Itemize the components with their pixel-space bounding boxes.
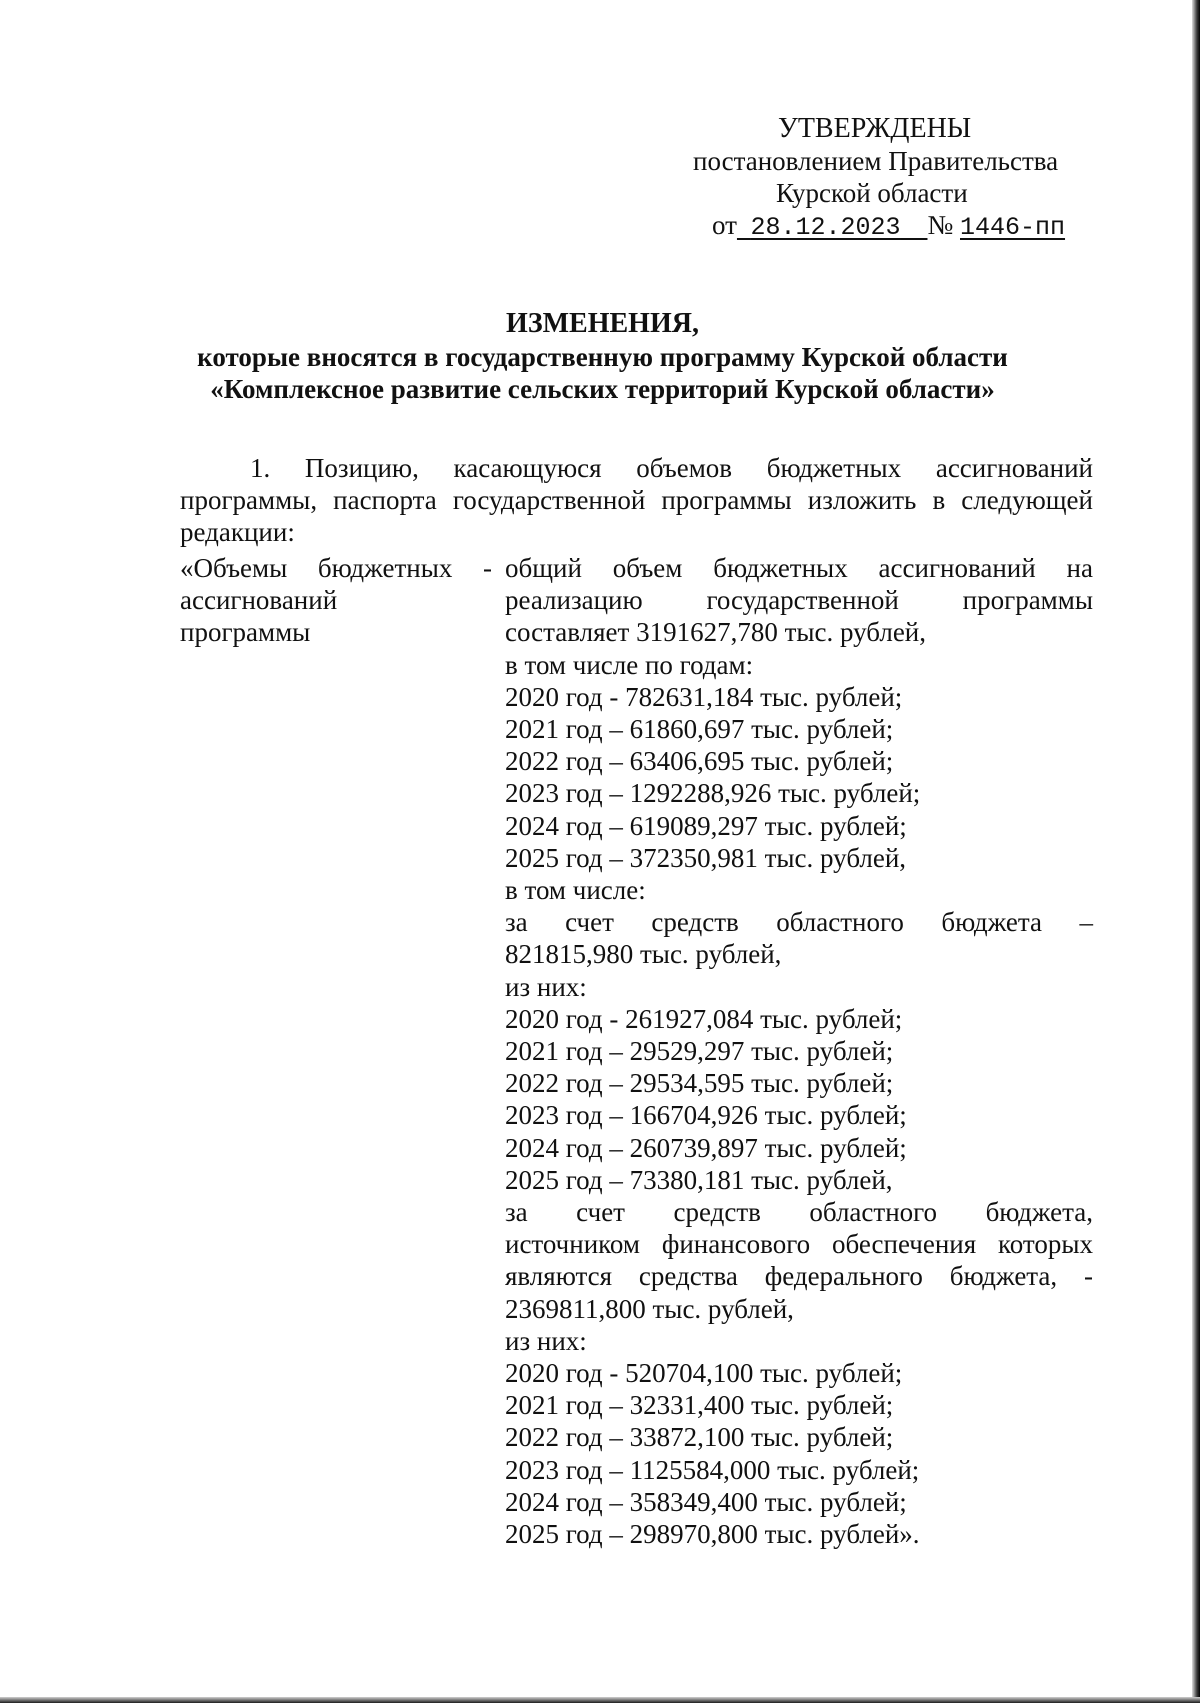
value-text: за счет средств областного бюджета, xyxy=(505,1197,1093,1228)
value-line xyxy=(505,1196,1093,1228)
value-text: реализацию государственной программы xyxy=(505,585,1093,616)
title-heading: ИЗМЕНЕНИЯ, xyxy=(506,308,699,339)
label-word-2: бюджетных xyxy=(317,553,453,583)
date-underline-lead xyxy=(737,209,751,241)
value-text: общий объем бюджетных ассигнований на xyxy=(505,553,1093,583)
value-line: 2022 год – 33872,100 тыс. рублей; xyxy=(505,1422,894,1453)
value-line: 2023 год – 1125584,000 тыс. рублей; xyxy=(505,1454,920,1485)
value-line: 2020 год - 261927,084 тыс. рублей; xyxy=(505,1003,903,1034)
passport-label xyxy=(180,552,492,649)
value-line: в том числе по годам: xyxy=(505,649,754,680)
value-line: 2023 год – 1292288,926 тыс. рублей; xyxy=(505,778,921,809)
value-line: 2022 год – 63406,695 тыс. рублей; xyxy=(505,746,894,777)
value-line: в том числе: xyxy=(505,875,646,906)
value-line: 2024 год – 619089,297 тыс. рублей; xyxy=(505,810,907,841)
value-line: 2021 год – 29529,297 тыс. рублей; xyxy=(505,1036,894,1067)
approved-by-line: постановлением Правительства xyxy=(693,146,1059,176)
label-line-2: ассигнований xyxy=(180,585,338,616)
value-line: 2021 год – 61860,697 тыс. рублей; xyxy=(505,714,894,745)
value-line: 2023 год – 166704,926 тыс. рублей; xyxy=(505,1100,907,1131)
value-line: 2025 год – 73380,181 тыс. рублей, xyxy=(505,1164,893,1195)
value-text: за счет средств областного бюджета – xyxy=(505,907,1093,938)
value-line: 2020 год - 520704,100 тыс. рублей; xyxy=(505,1358,903,1389)
approval-date: 28.12.2023 xyxy=(750,213,901,242)
label-word-1: «Объемы xyxy=(180,553,288,583)
value-line: 2024 год – 260739,897 тыс. рублей; xyxy=(505,1132,907,1163)
label-line-1 xyxy=(180,552,492,584)
approved-heading: УТВЕРЖДЕНЫ xyxy=(778,113,972,144)
value-line xyxy=(505,584,1093,616)
value-line: 2025 год – 298970,800 тыс. рублей». xyxy=(505,1519,920,1550)
scan-edge-bottom xyxy=(0,1697,1200,1703)
document-title xyxy=(150,308,1055,405)
value-line xyxy=(505,552,1093,584)
value-line: 2025 год – 372350,981 тыс. рублей, xyxy=(505,842,907,873)
value-line: составляет 3191627,780 тыс. рублей, xyxy=(505,617,927,648)
approval-date-number xyxy=(660,209,1080,244)
date-underline-tail xyxy=(900,209,927,241)
title-line-2: «Комплексное развитие сельских территорий Курской области» xyxy=(210,374,995,404)
value-line: 2020 год - 782631,184 тыс. рублей; xyxy=(505,681,903,712)
value-line: 2024 год – 358349,400 тыс. рублей; xyxy=(505,1486,907,1517)
value-line: 2021 год – 32331,400 тыс. рублей; xyxy=(505,1390,894,1421)
title-line-1: которые вносятся в государственную программу Курской области xyxy=(197,342,1008,372)
value-line: из них: xyxy=(505,971,587,1002)
number-prefix: № xyxy=(927,210,954,240)
value-line xyxy=(505,1260,1093,1292)
value-line: 821815,980 тыс. рублей, xyxy=(505,939,782,970)
approved-region: Курской области xyxy=(776,178,968,208)
date-prefix: от xyxy=(712,210,737,240)
value-text: являются средства федерального бюджета, - xyxy=(505,1261,1093,1292)
approval-number: 1446-пп xyxy=(960,213,1066,242)
value-line: 2369811,800 тыс. рублей, xyxy=(505,1293,794,1324)
passport-value xyxy=(505,552,1093,1550)
intro-section xyxy=(180,452,1093,548)
value-line xyxy=(505,906,1093,938)
value-text: источником финансового обеспечения которых xyxy=(505,1229,1093,1260)
value-line: из них: xyxy=(505,1325,587,1356)
intro-paragraph: 1. Позицию, касающуюся объемов бюджетных ассигнований программы, паспорта государственной программы изложить в следующей редакции: xyxy=(180,453,1093,547)
value-line xyxy=(505,1228,1093,1260)
label-dash: - xyxy=(482,553,492,583)
scan-edge-right xyxy=(1192,0,1200,1703)
label-line-3: программы xyxy=(180,617,311,648)
value-line: 2022 год – 29534,595 тыс. рублей; xyxy=(505,1068,894,1099)
approval-stamp-block xyxy=(660,113,1080,244)
